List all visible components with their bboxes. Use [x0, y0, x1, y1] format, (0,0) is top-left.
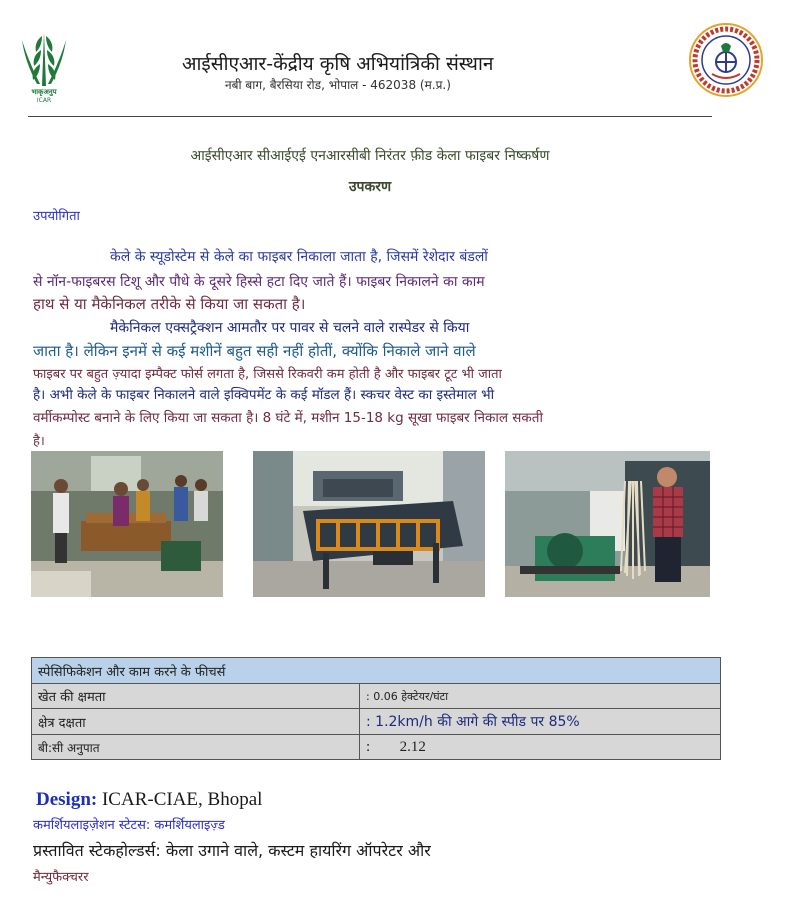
table-row: [32, 709, 721, 735]
org-address: नबी बाग, बैरसिया रोड, भोपाल - 462038 (म.प्र.): [225, 78, 451, 92]
table-row: [32, 735, 721, 760]
utility-line: फाइबर पर बहुत ज़्यादा इम्पैक्ट फोर्स लगता है, जिससे रिकवरी कम होती है और फाइबर टूट भी जाता: [33, 367, 502, 382]
spec-label: बी:सी अनुपात: [32, 735, 360, 760]
machine-photo-icon: [253, 451, 485, 597]
utility-line: है।: [33, 434, 45, 449]
utility-heading: उपयोगिता: [33, 209, 80, 224]
photo-extraction-machine: [253, 451, 485, 597]
photo-workshop-demo: [31, 451, 223, 597]
utility-line: है। अभी केले के फाइबर निकालने वाले इक्विपमेंट के कई मॉडल हैं। स्कचर वेस्ट का इस्तेमाल भी: [33, 387, 495, 403]
utility-line: केले के स्यूडोस्टेम से केले का फाइबर निकाला जाता है, जिसमें रेशेदार बंडलों: [110, 249, 488, 265]
logo-caption-2: ICAR: [36, 97, 52, 104]
spec-value: : 1.2km/h की आगे की स्पीड पर 85%: [360, 709, 721, 735]
gear-seal-icon: [688, 22, 764, 98]
design-label: Design:: [36, 789, 98, 810]
doc-title-line-2: उपकरण: [348, 179, 392, 195]
spec-table: [31, 657, 721, 760]
design-value: ICAR-CIAE, Bhopal: [97, 789, 263, 810]
utility-line: मैकेनिकल एक्सट्रैक्शन आमतौर पर पावर से चलने वाले रास्पेडर से किया: [110, 320, 470, 336]
spec-value: 2.12: [399, 738, 426, 755]
stakeholders-line-1: प्रस्तावित स्टेकहोल्डर्स: केला उगाने वाले, कस्टम हायरिंग ऑपरेटर और: [33, 841, 431, 860]
spec-label: खेत की क्षमता: [32, 684, 360, 709]
fiber-photo-icon: [505, 451, 710, 597]
utility-line: वर्मीकम्पोस्ट बनाने के लिए किया जा सकता है। 8 घंटे में, मशीन 15-18 kg सूखा फाइबर निकाल सकती: [33, 410, 543, 426]
photo-fiber-output: [505, 451, 710, 597]
icar-logo: [18, 26, 70, 110]
utility-line: से नॉन-फाइबरस टिशू और पौधे के दूसरे हिस्से हटा दिए जाते हैं। फाइबर निकालने का काम: [33, 274, 485, 290]
doc-title-line-1: आईसीएआर सीआईएई एनआरसीबी निरंतर फ़ीड केला फाइबर निष्कर्षण: [190, 148, 550, 164]
logo-caption: भाकृअनुप: [31, 88, 57, 96]
org-name: आईसीएआर-केंद्रीय कृषि अभियांत्रिकी संस्थान: [182, 53, 494, 75]
ciae-logo: [688, 22, 764, 98]
stakeholders-line-2: मैन्युफैक्चरर: [33, 870, 89, 885]
header-divider: [28, 116, 712, 117]
commercial-status: कमर्शियलाइज़ेशन स्टेटस: कमर्शियलाइज़्ड: [33, 818, 225, 833]
spec-value: : 0.06 हेक्टेयर/घंटा: [360, 684, 721, 709]
table-row: [32, 684, 721, 709]
spec-colon: :: [366, 738, 371, 755]
utility-line: हाथ से या मैकेनिकल तरीके से किया जा सकता है।: [33, 295, 306, 313]
utility-line: जाता है। लेकिन इनमें से कई मशीनें बहुत सही नहीं होतीं, क्योंकि निकाले जाने वाले: [33, 342, 476, 360]
workshop-photo-icon: [31, 451, 223, 597]
spec-heading: स्पेसिफिकेशन और काम करने के फीचर्स: [32, 658, 721, 684]
spec-label: क्षेत्र दक्षता: [32, 709, 360, 735]
design-credit: [36, 789, 262, 811]
